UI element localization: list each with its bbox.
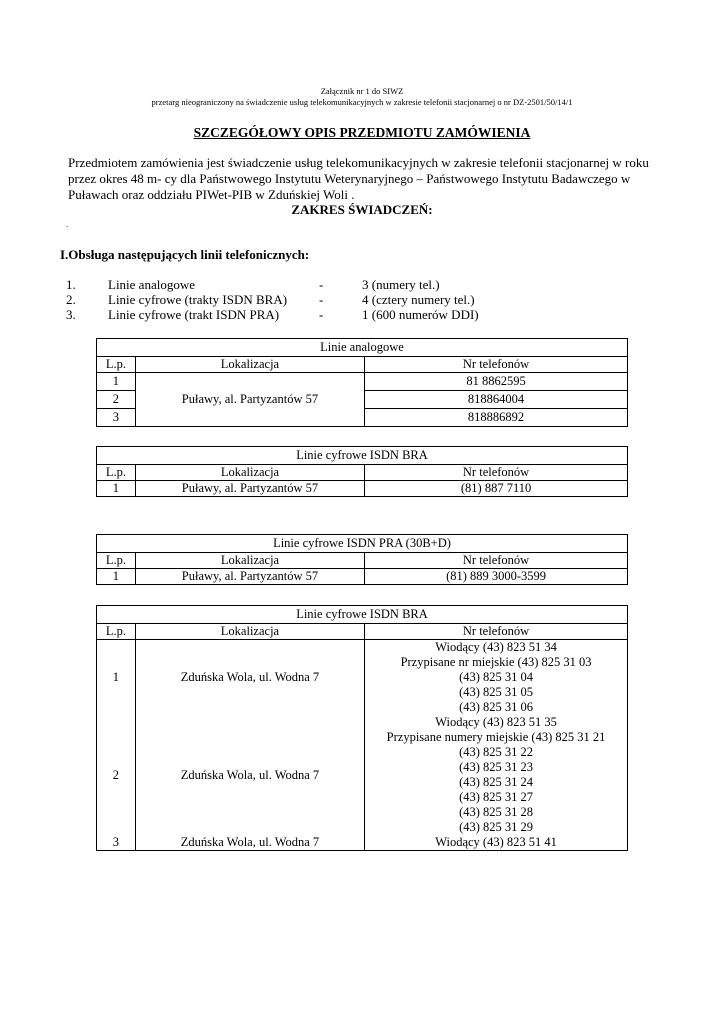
row-number: 1	[97, 481, 136, 497]
column-header-location: Lokalizacja	[135, 553, 364, 569]
list-item: 3. Linie cyfrowe (trakt ISDN PRA) - 1 (600 numerów DDI)	[66, 307, 479, 322]
table-caption: Linie cyfrowe ISDN BRA	[97, 447, 628, 465]
column-header-location: Lokalizacja	[135, 465, 364, 481]
phone-number: Przypisane numery miejskie (43) 825 31 21	[386, 730, 606, 744]
table-caption: Linie analogowe	[97, 339, 628, 357]
table-caption: Linie cyfrowe ISDN BRA	[97, 606, 628, 624]
table-row	[97, 640, 628, 716]
phone-number: (43) 825 31 29	[459, 820, 534, 834]
isdn-pra-table	[96, 534, 628, 585]
table-caption: Linie cyfrowe ISDN PRA (30B+D)	[97, 535, 628, 553]
phone-number: 818864004	[365, 391, 628, 409]
phone-number-list	[365, 640, 628, 716]
row-number: 1	[97, 569, 136, 585]
location-cell: Puławy, al. Partyzantów 57	[135, 373, 364, 427]
column-header-lp: L.p.	[97, 465, 136, 481]
phone-number: (43) 825 31 05	[459, 685, 534, 699]
column-header-lp: L.p.	[97, 553, 136, 569]
location-cell: Zduńska Wola, ul. Wodna 7	[135, 835, 364, 851]
analog-lines-table	[96, 338, 628, 427]
phone-number: 81 8862595	[365, 373, 628, 391]
phone-number: Wiodący (43) 823 51 35	[435, 715, 557, 729]
tender-description: przetarg nieograniczony na świadczenie usług telekomunikacyjnych w zakresie telefonii stacjonarnej o nr DZ-2501/50/14/1	[151, 97, 573, 107]
table-header-row	[97, 465, 628, 481]
column-header-location: Lokalizacja	[135, 357, 364, 373]
intro-line-1: Przedmiotem zamówienia jest świadczenie usług telekomunikacyjnych w zakresie telefonii stacjonarnej w roku	[68, 155, 649, 170]
red-mark: .	[66, 219, 69, 229]
column-header-numbers: Nr telefonów	[365, 465, 628, 481]
column-header-lp: L.p.	[97, 357, 136, 373]
lines-list	[66, 277, 546, 322]
section-heading: I.Obsługa następujących linii telefonicznych:	[60, 247, 310, 262]
phone-number: (43) 825 31 06	[459, 700, 534, 714]
row-number: 1	[97, 640, 136, 716]
attachment-label: Załącznik nr 1 do SIWZ	[320, 86, 404, 96]
table-row	[97, 481, 628, 497]
table-row	[97, 715, 628, 835]
phone-number: (43) 825 31 23	[459, 760, 534, 774]
isdn-bra-pulawy-table	[96, 446, 628, 497]
intro-paragraph	[68, 155, 658, 203]
row-number: 1	[97, 373, 136, 391]
intro-line-3: Puławach oraz oddziału PIWet-PIB w Zduńskiej Woli .	[68, 187, 355, 202]
list-item: 1. Linie analogowe - 3 (numery tel.)	[66, 277, 440, 292]
table-row	[97, 373, 628, 391]
isdn-bra-zdunska-wola-table	[96, 605, 628, 851]
list-item: 2. Linie cyfrowe (trakty ISDN BRA) - 4 (cztery numery tel.)	[66, 292, 475, 307]
column-header-lp: L.p.	[97, 624, 136, 640]
phone-number: Przypisane nr miejskie (43) 825 31 03	[400, 655, 592, 669]
table-row	[97, 569, 628, 585]
table-header-row	[97, 357, 628, 373]
phone-number: (43) 825 31 27	[459, 790, 534, 804]
row-number: 2	[97, 391, 136, 409]
column-header-location: Lokalizacja	[135, 624, 364, 640]
phone-number: (43) 825 31 28	[459, 805, 534, 819]
page-title: SZCZEGÓŁOWY OPIS PRZEDMIOTU ZAMÓWIENIA	[193, 125, 531, 140]
phone-number: 818886892	[365, 409, 628, 427]
location-cell: Zduńska Wola, ul. Wodna 7	[135, 715, 364, 835]
scope-heading: ZAKRES ŚWIADCZEŃ:	[291, 202, 433, 217]
table-header-row	[97, 553, 628, 569]
phone-number: (43) 825 31 24	[459, 775, 534, 789]
row-number: 3	[97, 409, 136, 427]
location-cell: Puławy, al. Partyzantów 57	[135, 569, 364, 585]
column-header-numbers: Nr telefonów	[365, 624, 628, 640]
table-header-row	[97, 624, 628, 640]
row-number: 2	[97, 715, 136, 835]
row-number: 3	[97, 835, 136, 851]
table-row	[97, 835, 628, 851]
phone-number: Wiodący (43) 823 51 41	[365, 835, 628, 851]
phone-number: (43) 825 31 22	[459, 745, 534, 759]
phone-number: (81) 887 7110	[365, 481, 628, 497]
location-cell: Zduńska Wola, ul. Wodna 7	[135, 640, 364, 716]
phone-number: (43) 825 31 04	[459, 670, 534, 684]
phone-number: (81) 889 3000-3599	[365, 569, 628, 585]
column-header-numbers: Nr telefonów	[365, 357, 628, 373]
intro-line-2: przez okres 48 m- cy dla Państwowego Instytutu Weterynaryjnego – Państwowego Instytutu Badawczego w	[68, 171, 631, 186]
phone-number: Wiodący (43) 823 51 34	[435, 640, 557, 654]
location-cell: Puławy, al. Partyzantów 57	[135, 481, 364, 497]
phone-number-list	[365, 715, 628, 835]
column-header-numbers: Nr telefonów	[365, 553, 628, 569]
